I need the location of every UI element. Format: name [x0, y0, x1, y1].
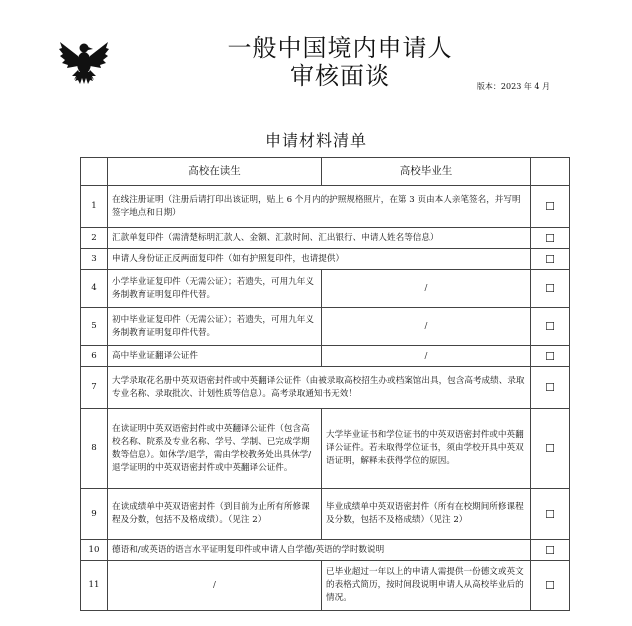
checkbox[interactable]: ☐: [531, 409, 570, 489]
requirement-text: 大学录取花名册中英双语密封件或中英翻译公证件（由被录取高校招生办或档案馆出具，包含高考成绩、录取专业名称、录取批次、计划性质等信息）。高考录取通知书无效！: [108, 367, 531, 409]
row-number: 7: [81, 367, 108, 409]
current-student-requirement: 在读成绩单中英双语密封件（到目前为止所有所修课程及分数，包括不及格成绩）。（见注 2）: [108, 489, 322, 540]
checkbox[interactable]: ☐: [531, 270, 570, 308]
row-number: 2: [81, 228, 108, 249]
graduate-requirement: /: [322, 270, 531, 308]
row-number: 4: [81, 270, 108, 308]
version-label: 版本：2023 年 4 月: [476, 82, 550, 91]
checkbox[interactable]: ☐: [531, 561, 570, 611]
table-row: [81, 308, 570, 346]
row-number: 9: [81, 489, 108, 540]
table-header-row: [81, 158, 570, 186]
checkbox[interactable]: ☐: [531, 367, 570, 409]
header-number-cell: [81, 158, 108, 186]
current-student-requirement: /: [108, 561, 322, 611]
checkbox[interactable]: ☐: [531, 346, 570, 367]
header-graduates: 高校毕业生: [322, 158, 531, 186]
row-number: 1: [81, 186, 108, 228]
header-current-students: 高校在读生: [108, 158, 322, 186]
document-title: [190, 34, 490, 90]
row-number: 3: [81, 249, 108, 270]
requirement-text: 申请人身份证正反两面复印件（如有护照复印件，也请提供）: [108, 249, 531, 270]
row-number: 5: [81, 308, 108, 346]
checkbox[interactable]: ☐: [531, 228, 570, 249]
table-row: [81, 489, 570, 540]
checkbox[interactable]: ☐: [531, 489, 570, 540]
title-line-1: 一般中国境内申请人: [227, 34, 453, 62]
table-row: [81, 228, 570, 249]
table-row: [81, 186, 570, 228]
checkbox[interactable]: ☐: [531, 249, 570, 270]
current-student-requirement: 小学毕业证复印件（无需公证）；若遗失，可用九年义务制教育证明复印件代替。: [108, 270, 322, 308]
current-student-requirement: 在读证明中英双语密封件或中英翻译公证件（包含高校名称、院系及专业名称、学号、学制、已完成学期数等信息）。如休学/退学，需由学校教务处出具休学/退学证明的中英双语密封件或中英翻译公证件。: [108, 409, 322, 489]
table-row: [81, 346, 570, 367]
documents-checklist-table: [80, 157, 570, 611]
graduate-requirement: /: [322, 346, 531, 367]
header-check-cell: [531, 158, 570, 186]
current-student-requirement: 高中毕业证翻译公证件: [108, 346, 322, 367]
requirement-text: 在线注册证明（注册后请打印出该证明，贴上 6 个月内的护照规格照片，在第 3 页由本人亲笔签名，并写明签字地点和日期）: [108, 186, 531, 228]
requirement-text: 德语和/或英语的语言水平证明复印件或申请人自学德/英语的学时数说明: [108, 540, 531, 561]
table-row: [81, 367, 570, 409]
title-line-2: 审核面谈: [290, 62, 390, 90]
table-row: [81, 409, 570, 489]
federal-eagle-logo-icon: [58, 36, 110, 86]
checkbox[interactable]: ☐: [531, 308, 570, 346]
checkbox[interactable]: ☐: [531, 540, 570, 561]
graduate-requirement: 毕业成绩单中英双语密封件（所有在校期间所修课程及分数，包括不及格成绩）（见注 2）: [322, 489, 531, 540]
requirement-text: 汇款单复印件（需清楚标明汇款人、金额、汇款时间、汇出银行、申请人姓名等信息）: [108, 228, 531, 249]
checkbox[interactable]: ☐: [531, 186, 570, 228]
table-row: [81, 561, 570, 611]
table-row: [81, 540, 570, 561]
row-number: 8: [81, 409, 108, 489]
checklist-subtitle: 申请材料清单: [264, 131, 367, 150]
row-number: 6: [81, 346, 108, 367]
graduate-requirement: 已毕业超过一年以上的申请人需提供一份德文或英文的表格式简历，按时间段说明申请人从高校毕业后的情况。: [322, 561, 531, 611]
row-number: 11: [81, 561, 108, 611]
graduate-requirement: 大学毕业证书和学位证书的中英双语密封件或中英翻译公证件。若未取得学位证书，须由学校开具中英双语证明，解释未获得学位的原因。: [322, 409, 531, 489]
row-number: 10: [81, 540, 108, 561]
table-row: [81, 270, 570, 308]
table-row: [81, 249, 570, 270]
graduate-requirement: /: [322, 308, 531, 346]
current-student-requirement: 初中毕业证复印件（无需公证）；若遗失，可用九年义务制教育证明复印件代替。: [108, 308, 322, 346]
